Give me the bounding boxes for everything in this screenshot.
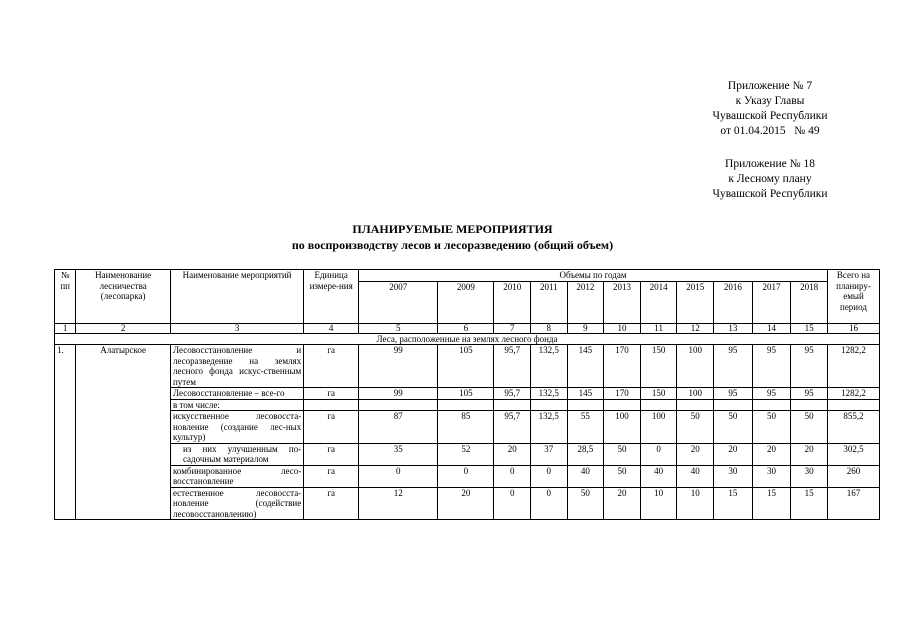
- row-total: [827, 399, 879, 411]
- row-total: 167: [827, 487, 879, 520]
- row-value: [714, 399, 753, 411]
- row-value: 50: [677, 411, 714, 444]
- row-value: 85: [438, 411, 494, 444]
- header-year: 2011: [531, 281, 568, 323]
- row-value: 105: [438, 345, 494, 388]
- row-value: 95,7: [494, 411, 531, 444]
- column-index: 9: [567, 323, 604, 333]
- row-value: 95: [791, 388, 828, 400]
- header-year: 2012: [567, 281, 604, 323]
- row-total: 302,5: [827, 443, 879, 465]
- row-value: 99: [359, 345, 438, 388]
- appendix-18-block: [680, 157, 860, 202]
- row-value: 150: [640, 345, 677, 388]
- row-value: 100: [640, 411, 677, 444]
- row-num: 1.: [55, 345, 76, 520]
- row-value: [604, 399, 641, 411]
- row-value: 95: [752, 345, 791, 388]
- row-value: 0: [640, 443, 677, 465]
- table-header-row: [55, 270, 880, 282]
- header-forestry: Наименование лесничества (лесопарка): [76, 270, 171, 324]
- column-index: 2: [76, 323, 171, 333]
- column-index: 3: [170, 323, 303, 333]
- row-total: 855,2: [827, 411, 879, 444]
- table-row: [55, 443, 880, 465]
- row-total: 260: [827, 465, 879, 487]
- column-index: 4: [304, 323, 359, 333]
- row-value: 170: [604, 388, 641, 400]
- row-event: в том числе:: [170, 399, 303, 411]
- header-year: 2009: [438, 281, 494, 323]
- row-value: 12: [359, 487, 438, 520]
- header-total: Всего на планиру-емый период: [827, 270, 879, 324]
- row-value: 20: [677, 443, 714, 465]
- row-value: 145: [567, 388, 604, 400]
- column-index: 7: [494, 323, 531, 333]
- header-year: 2013: [604, 281, 641, 323]
- row-value: 50: [752, 411, 791, 444]
- row-value: 20: [752, 443, 791, 465]
- row-value: 0: [494, 487, 531, 520]
- row-value: 40: [677, 465, 714, 487]
- section-row: [55, 333, 880, 345]
- row-value: 0: [359, 465, 438, 487]
- row-value: [791, 399, 828, 411]
- row-value: 50: [714, 411, 753, 444]
- table-row: [55, 399, 880, 411]
- row-unit: [304, 399, 359, 411]
- row-event: из них улучшенным по-садочным материалом: [170, 443, 303, 465]
- row-value: [567, 399, 604, 411]
- row-forestry: Алатырское: [76, 345, 171, 520]
- row-value: 40: [567, 465, 604, 487]
- column-index: 14: [752, 323, 791, 333]
- header-year: 2016: [714, 281, 753, 323]
- header-event: Наименование мероприятий: [170, 270, 303, 324]
- column-index: 16: [827, 323, 879, 333]
- row-value: 10: [677, 487, 714, 520]
- column-index: 13: [714, 323, 753, 333]
- appendix-line: Приложение № 18: [725, 158, 815, 170]
- row-value: 150: [640, 388, 677, 400]
- column-index: 6: [438, 323, 494, 333]
- row-value: 132,5: [531, 388, 568, 400]
- appendix-line: к Указу Главы: [735, 95, 805, 107]
- row-value: 132,5: [531, 411, 568, 444]
- appendix-line: от 01.04.2015 № 49: [720, 125, 820, 137]
- row-value: 20: [791, 443, 828, 465]
- row-total: 1282,2: [827, 388, 879, 400]
- column-index: 11: [640, 323, 677, 333]
- row-value: [531, 399, 568, 411]
- row-value: [677, 399, 714, 411]
- row-unit: га: [304, 487, 359, 520]
- table-row: [55, 465, 880, 487]
- row-value: 100: [604, 411, 641, 444]
- row-value: 20: [438, 487, 494, 520]
- column-index: 10: [604, 323, 641, 333]
- row-value: 95: [714, 388, 753, 400]
- row-event: комбинированное лесо-восстановление: [170, 465, 303, 487]
- row-value: 15: [791, 487, 828, 520]
- row-unit: га: [304, 345, 359, 388]
- column-index: 1: [55, 323, 76, 333]
- row-value: 52: [438, 443, 494, 465]
- row-value: 37: [531, 443, 568, 465]
- row-total: 1282,2: [827, 345, 879, 388]
- header-year: 2015: [677, 281, 714, 323]
- header-year: 2010: [494, 281, 531, 323]
- row-value: 20: [714, 443, 753, 465]
- plan-table: [54, 269, 880, 520]
- table-row: [55, 388, 880, 400]
- row-unit: га: [304, 465, 359, 487]
- row-value: 10: [640, 487, 677, 520]
- column-index-row: [55, 323, 880, 333]
- column-index: 12: [677, 323, 714, 333]
- row-value: 20: [604, 487, 641, 520]
- row-value: [494, 399, 531, 411]
- row-unit: га: [304, 443, 359, 465]
- row-value: 40: [640, 465, 677, 487]
- row-value: 0: [531, 487, 568, 520]
- row-value: 35: [359, 443, 438, 465]
- row-value: 28,5: [567, 443, 604, 465]
- row-value: 87: [359, 411, 438, 444]
- row-value: 170: [604, 345, 641, 388]
- row-value: [752, 399, 791, 411]
- header-volumes: Объемы по годам: [359, 270, 828, 282]
- row-value: [640, 399, 677, 411]
- row-value: 0: [494, 465, 531, 487]
- document-title: ПЛАНИРУЕМЫЕ МЕРОПРИЯТИЯ: [352, 222, 553, 236]
- row-unit: га: [304, 388, 359, 400]
- table-row: [55, 487, 880, 520]
- column-index: 15: [791, 323, 828, 333]
- row-value: 20: [494, 443, 531, 465]
- appendix-line: Чувашской Республики: [712, 188, 828, 200]
- header-year: 2018: [791, 281, 828, 323]
- row-event: Лесовосстановление и лесоразведение на землях лесного фонда искус-ственным путем: [170, 345, 303, 388]
- row-value: 95,7: [494, 345, 531, 388]
- row-value: 0: [438, 465, 494, 487]
- table-row: [55, 411, 880, 444]
- header-year: 2017: [752, 281, 791, 323]
- row-unit: га: [304, 411, 359, 444]
- row-value: 99: [359, 388, 438, 400]
- row-event: искусственное лесовосста-новление (создание лес-ных культур): [170, 411, 303, 444]
- header-unit: Единица измере-ния: [304, 270, 359, 324]
- header-num: № пп: [55, 270, 76, 324]
- row-value: 50: [791, 411, 828, 444]
- row-value: 132,5: [531, 345, 568, 388]
- row-event: естественное лесовосста-новление (содействие лесовосстановлению): [170, 487, 303, 520]
- row-value: 100: [677, 345, 714, 388]
- row-value: 105: [438, 388, 494, 400]
- document-subtitle: по воспроизводству лесов и лесоразведению (общий объем): [291, 238, 614, 252]
- row-value: 55: [567, 411, 604, 444]
- row-value: 95: [714, 345, 753, 388]
- row-value: 30: [714, 465, 753, 487]
- row-value: 50: [567, 487, 604, 520]
- appendix-line: Приложение № 7: [727, 80, 813, 92]
- row-value: 50: [604, 465, 641, 487]
- row-value: 95: [752, 388, 791, 400]
- header-year: 2014: [640, 281, 677, 323]
- row-event: Лесовосстановление – все-го: [170, 388, 303, 400]
- row-value: 100: [677, 388, 714, 400]
- appendix-7-block: [680, 79, 860, 139]
- row-value: 30: [752, 465, 791, 487]
- column-index: 5: [359, 323, 438, 333]
- row-value: 0: [531, 465, 568, 487]
- row-value: [438, 399, 494, 411]
- row-value: 30: [791, 465, 828, 487]
- appendix-line: Чувашской Республики: [712, 110, 828, 122]
- row-value: 95: [791, 345, 828, 388]
- header-year: 2007: [359, 281, 438, 323]
- row-value: 15: [752, 487, 791, 520]
- row-value: 145: [567, 345, 604, 388]
- row-value: [359, 399, 438, 411]
- appendix-line: к Лесному плану: [728, 173, 812, 185]
- row-value: 15: [714, 487, 753, 520]
- row-value: 95,7: [494, 388, 531, 400]
- row-value: 50: [604, 443, 641, 465]
- column-index: 8: [531, 323, 568, 333]
- table-row: [55, 345, 880, 388]
- section-title: Леса, расположенные на землях лесного фонда: [55, 333, 880, 345]
